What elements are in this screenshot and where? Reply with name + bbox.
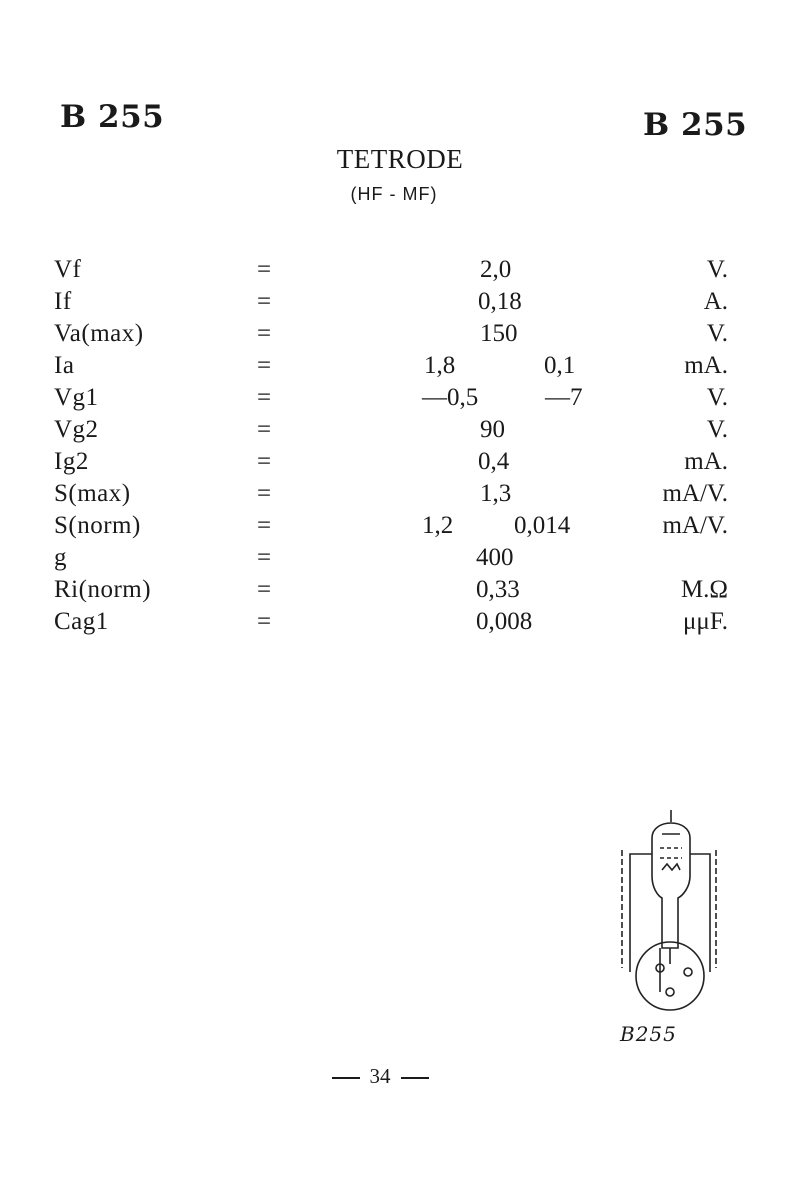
spec-unit: V.	[706, 384, 728, 411]
spec-row-s-max	[0, 478, 800, 510]
tube-id-right: B 255	[643, 107, 748, 143]
spec-param: S(norm)	[54, 512, 141, 539]
spec-equals: =	[256, 416, 272, 443]
spec-unit: mA/V.	[662, 512, 728, 539]
spec-param: Ri(norm)	[54, 576, 152, 603]
spec-row-ia	[0, 350, 800, 382]
spec-row-va-max	[0, 318, 800, 350]
spec-row-s-norm	[0, 510, 800, 542]
spec-equals: =	[256, 608, 272, 635]
spec-param: Ia	[54, 352, 75, 379]
spec-unit: M.Ω	[680, 576, 728, 603]
spec-param: Vg2	[54, 416, 99, 443]
spec-value-2: 0,1	[544, 352, 576, 379]
spec-row-if	[0, 286, 800, 318]
spec-param: Va(max)	[54, 320, 144, 347]
page-number-value: 34	[369, 1064, 391, 1088]
spec-unit: V.	[706, 320, 728, 347]
diagram-caption: B255	[620, 1022, 677, 1046]
spec-param: Ig2	[54, 448, 89, 475]
spec-param: If	[54, 288, 72, 315]
spec-row-vg2	[0, 414, 800, 446]
spec-unit: V.	[706, 416, 728, 443]
spec-value: 2,0	[480, 256, 512, 283]
spec-equals: =	[256, 576, 272, 603]
spec-value-1: —0,5	[422, 384, 479, 411]
spec-unit: V.	[706, 256, 728, 283]
spec-row-vf	[0, 254, 800, 286]
spec-value-2: —7	[545, 384, 583, 411]
spec-row-g	[0, 542, 800, 574]
spec-equals: =	[256, 384, 272, 411]
spec-value: 400	[476, 544, 514, 571]
spec-value-1: 1,2	[422, 512, 454, 539]
spec-param: S(max)	[54, 480, 131, 507]
spec-row-cag1	[0, 606, 800, 638]
spec-value: 1,3	[480, 480, 512, 507]
spec-unit: μμF.	[683, 608, 728, 635]
spec-equals: =	[256, 288, 272, 315]
page-number	[0, 1064, 760, 1089]
tube-pinout-diagram	[612, 808, 722, 1018]
page-number-dash-left	[332, 1077, 360, 1079]
spec-value: 0,33	[476, 576, 520, 603]
spec-equals: =	[256, 320, 272, 347]
spec-unit: mA/V.	[662, 480, 728, 507]
spec-value: 0,18	[478, 288, 522, 315]
spec-equals: =	[256, 448, 272, 475]
spec-row-ig2	[0, 446, 800, 478]
tube-type-subtitle: (HF - MF)	[350, 184, 438, 204]
spec-row-ri-norm	[0, 574, 800, 606]
tube-type-title: TETRODE	[336, 144, 464, 174]
spec-value-1: 1,8	[424, 352, 456, 379]
spec-unit: mA.	[684, 448, 728, 475]
page-number-dash-right	[401, 1077, 429, 1079]
spec-unit: A.	[703, 288, 728, 315]
spec-row-vg1	[0, 382, 800, 414]
spec-param: Vg1	[54, 384, 99, 411]
spec-equals: =	[256, 256, 272, 283]
spec-param: g	[54, 544, 67, 571]
spec-equals: =	[256, 512, 272, 539]
spec-unit: mA.	[684, 352, 728, 379]
spec-value-2: 0,014	[514, 512, 571, 539]
spec-equals: =	[256, 352, 272, 379]
spec-value: 0,4	[478, 448, 510, 475]
spec-value: 150	[480, 320, 518, 347]
spec-equals: =	[256, 544, 272, 571]
spec-equals: =	[256, 480, 272, 507]
spec-param: Cag1	[54, 608, 109, 635]
spec-value: 0,008	[476, 608, 533, 635]
tube-id-left: B 255	[60, 99, 165, 135]
spec-param: Vf	[54, 256, 82, 283]
spec-value: 90	[480, 416, 505, 443]
